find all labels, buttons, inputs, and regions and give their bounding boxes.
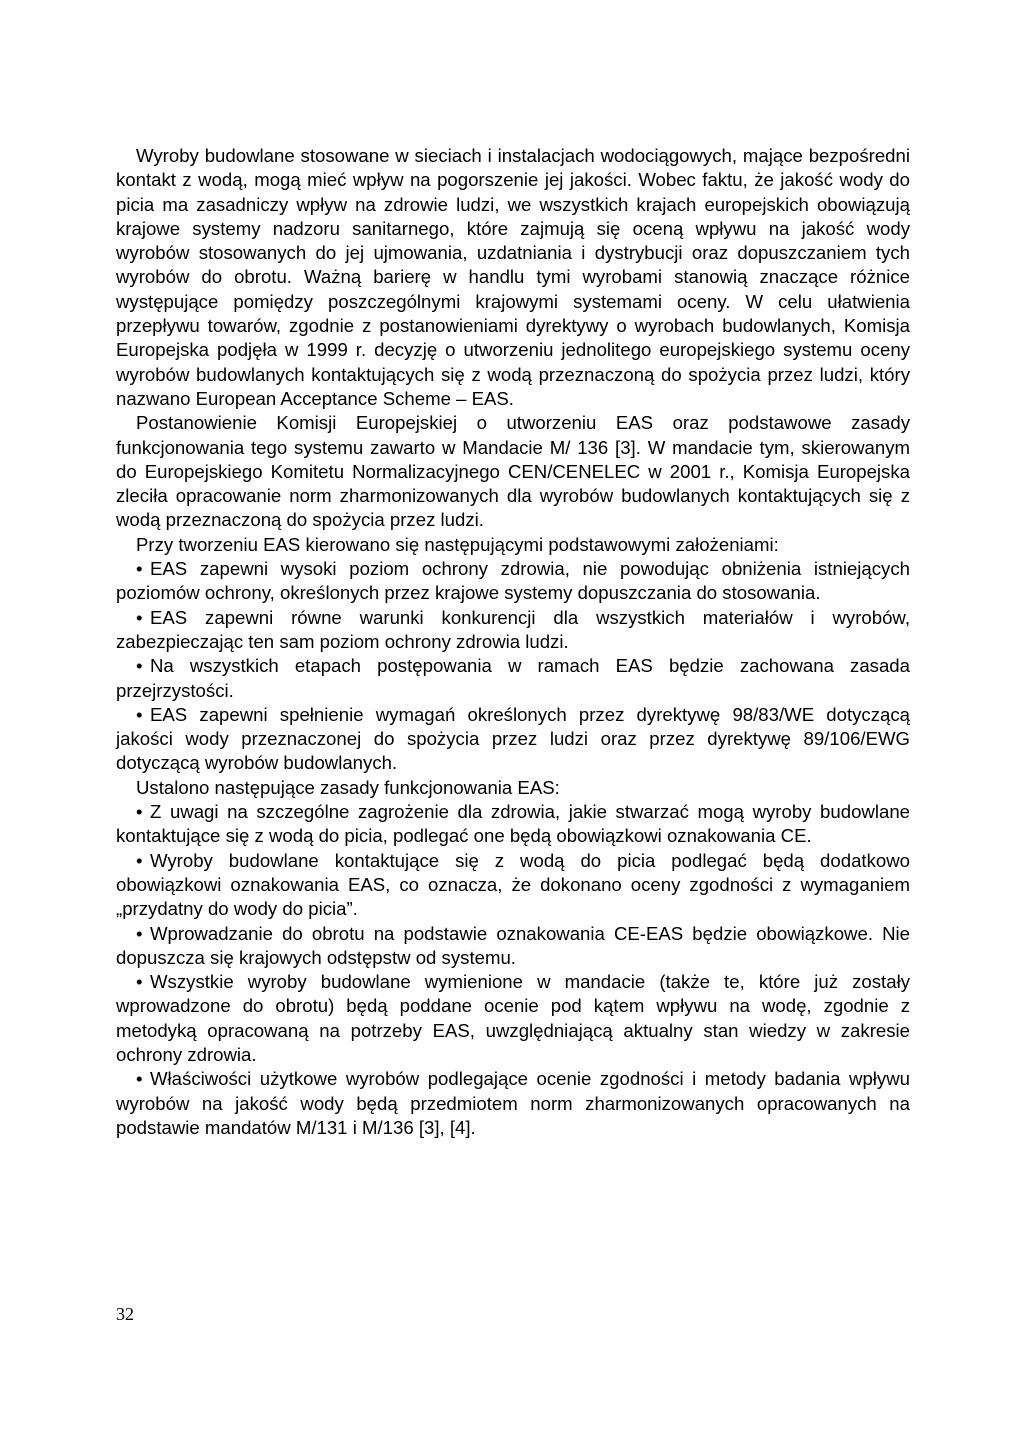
paragraph-mandate: Postanowienie Komisji Europejskiej o utworzeniu EAS oraz podstawowe zasady funkcjonowania tego systemu zawarto w Mandacie M/ 136 [3]. W mandacie tym, skierowanym do Europejskiego Komitetu Normalizacyjnego CEN/CENELEC w 2001 r., Komisja Europejska zleciła opracowanie norm zharmonizowanych dla wyrobów budowlanych kontaktujących się z wodą przeznaczoną do spożycia przez ludzi. (116, 412, 910, 531)
bullet-icon: • (136, 849, 143, 871)
page-number: 32 (116, 1304, 134, 1324)
bullet-item-text: Wyroby budowlane kontaktujące się z wodą do picia podlegać będą dodatkowo obowiązkowi oznakowania EAS, co oznacza, że dokonano oceny zgodności z wymaganiem „przydatny do wody do picia”. (116, 849, 910, 920)
bullet-icon: • (136, 655, 143, 677)
paragraph-assumptions-heading: Przy tworzeniu EAS kierowano się następującymi podstawowymi założeniami: (136, 533, 779, 555)
bullet-icon: • (136, 922, 143, 944)
bullet-item-text: Wprowadzanie do obrotu na podstawie oznakowania CE-EAS będzie obowiązkowe. Nie dopuszcza się krajowych odstępstw od systemu. (116, 922, 910, 968)
bullet-item-text: Właściwości użytkowe wyrobów podlegające ocenie zgodności i metody badania wpływu wyrobów na jakość wody będą przedmiotem norm zharmonizowanych opracowanych na podstawie mandatów M/131 i M/136 [3], [4]. (116, 1068, 910, 1138)
bullet-item-text: EAS zapewni równe warunki konkurencji dla wszystkich materiałów i wyrobów, zabezpieczając ten sam poziom ochrony zdrowia ludzi. (116, 606, 910, 652)
bullet-item-text: EAS zapewni spełnienie wymagań określonych przez dyrektywę 98/83/WE dotyczącą jakości wody przeznaczonej do spożycia przez ludzi oraz przez dyrektywę 89/106/EWG dotyczącą wyrobów budowlanych. (116, 703, 910, 774)
bullet-item-text: EAS zapewni wysoki poziom ochrony zdrowia, nie powodując obniżenia istniejących poziomów ochrony, określonych przez krajowe systemy dopuszczania do stosowania. (116, 558, 910, 604)
bullet-icon: • (136, 801, 143, 823)
document-body (116, 144, 910, 1140)
bullet-item (116, 800, 910, 849)
bullet-icon: • (136, 1068, 143, 1090)
bullet-item (116, 849, 910, 922)
bullet-item-text: Wszystkie wyroby budowlane wymienione w mandacie (także te, które już zostały wprowadzone do obrotu) będą poddane ocenie pod kątem wpływu na wodę, zgodnie z metodyką opracowaną na potrzeby EAS, uwzględniającą aktualny stan wiedzy w zakresie ochrony zdrowia. (116, 971, 910, 1065)
bullet-item (116, 970, 910, 1067)
paragraph-intro: Wyroby budowlane stosowane w sieciach i instalacjach wodociągowych, mające bezpośredni kontakt z wodą, mogą mieć wpływ na pogorszenie jej jakości. Wobec faktu, że jakość wody do picia ma zasadniczy wpływ na zdrowie ludzi, we wszystkich krajach europejskich obowiązują krajowe systemy nadzoru sanitarnego, które zajmują się oceną wpływu na jakość wody wyrobów stosowanych do jej ujmowania, uzdatniania i dystrybucji oraz dopuszczaniem tych wyrobów do obrotu. Ważną barierę w handlu tymi wyrobami stanowią znaczące różnice występujące pomiędzy poszczególnymi krajowymi systemami oceny. W celu ułatwienia przepływu towarów, zgodnie z postanowieniami dyrektywy o wyrobach budowlanych, Komisja Europejska podjęła w 1999 r. decyzję o utworzeniu jednolitego europejskiego systemu oceny wyrobów budowlanych kontaktujących się z wodą przeznaczoną do spożycia przez ludzi, który nazwano European Acceptance Scheme – EAS. (116, 145, 910, 409)
bullet-item-text: Z uwagi na szczególne zagrożenie dla zdrowia, jakie stwarzać mogą wyroby budowlane kontaktujące się z wodą do picia, podlegać one będą obowiązkowi oznakowania CE. (116, 801, 910, 847)
bullet-item (116, 606, 910, 655)
bullet-icon: • (136, 558, 143, 580)
bullet-item (116, 922, 910, 971)
bullet-icon: • (136, 971, 143, 993)
paragraph-rules-heading: Ustalono następujące zasady funkcjonowania EAS: (136, 776, 560, 798)
bullet-icon: • (136, 606, 143, 628)
bullet-item (116, 1067, 910, 1140)
bullet-item (116, 703, 910, 776)
bullet-item-text: Na wszystkich etapach postępowania w ramach EAS będzie zachowana zasada przejrzystości. (116, 655, 910, 701)
bullet-item (116, 654, 910, 703)
bullet-item (116, 557, 910, 606)
bullet-icon: • (136, 703, 143, 725)
